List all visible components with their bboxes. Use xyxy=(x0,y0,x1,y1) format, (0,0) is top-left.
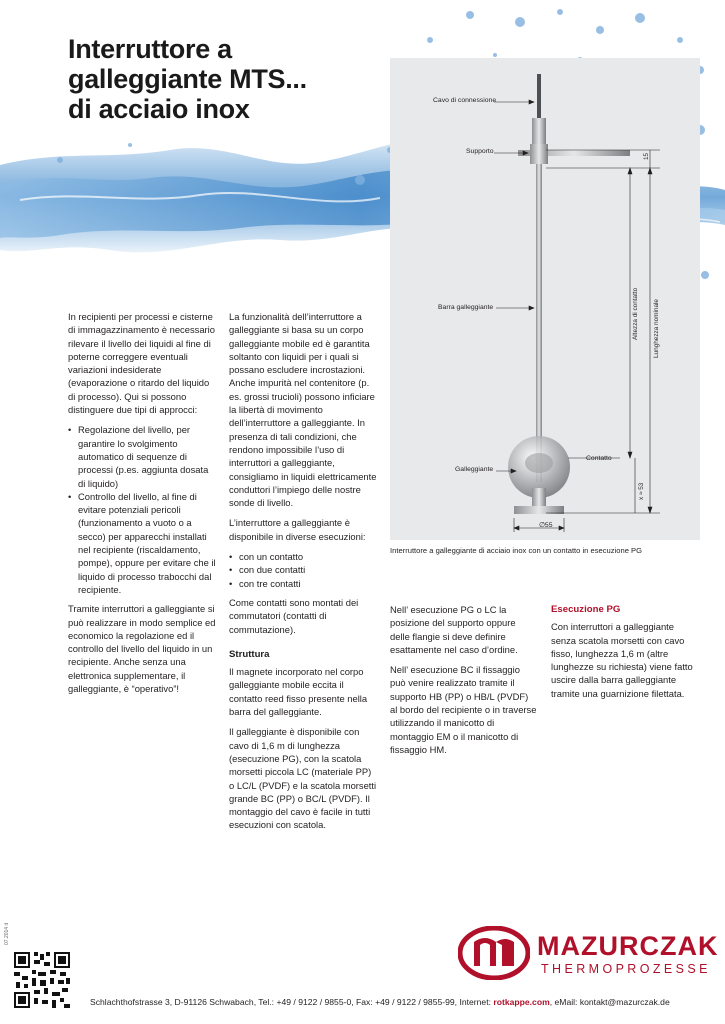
footer-website-link[interactable]: rotkappe.com xyxy=(493,997,550,1007)
label-float: Galleggiante xyxy=(455,466,494,473)
title-line-2: galleggiante MTS... xyxy=(68,64,307,94)
col1-bullet-2: • Controllo del livello, al fine di evitare potenziali pericoli (funzionamento a vuoto o a secco) per apparecchi installati nel recipiente (riscaldamento, pompe), oppure per evitare che il liquido di processo trabocchi dal recipiente. xyxy=(68,490,216,596)
diagram-caption: Interruttore a galleggiante di acciaio inox con un contatto in esecuzione PG xyxy=(390,546,643,555)
date-code: 07.2014 it xyxy=(4,923,10,945)
col2-bullet-2: • con due contatti xyxy=(229,563,377,576)
title-line-3: di acciaio inox xyxy=(68,94,250,124)
footer-contact xyxy=(90,997,670,1007)
col2-bullet-3: • con tre contatti xyxy=(229,577,377,590)
column-2 xyxy=(229,310,377,839)
col2-p1: La funzionalità dell’interruttore a galleggiante si basa su un corpo galleggiante mobile ed è garantita soltanto con liquidi per i quali si possano escludere incrostazioni. Anche impurità nel contenitore (p. es. grossi trucioli) possono inficiare la libertà di movimento dell’interruttore a galleggiante. In presenza di tali condizioni, che rendono impossibile l’uso di interruttori a galleggiante, consigliamo in liquidi elettricamente conduttori l’impiego delle nostre sonde di livello. xyxy=(229,311,377,509)
column-3 xyxy=(390,603,538,763)
col1-bullet-list xyxy=(68,423,216,596)
page-title xyxy=(68,34,388,124)
support-clamp xyxy=(530,144,548,164)
section-heading-esecuzione-pg: Esecuzione PG xyxy=(551,604,621,615)
dim-x: x ≈ 53 xyxy=(638,482,645,500)
stop-collar xyxy=(532,488,546,506)
col2-bullet-1: • con un contatto xyxy=(229,550,377,563)
brand-subtitle: THERMOPROZESSE xyxy=(541,962,711,976)
col1-intro: In recipienti per processi e cisterne di immagazzinamento è necessario rilevare il livello dei liquidi al fine di poterne correggere eventuali variazioni indesiderate (evaporazione o ritardo del liquido di processo). Qui si possono distinguere due tipi di approcci: xyxy=(68,311,215,416)
title-line-1: Interruttore a xyxy=(68,34,232,64)
label-contact: Contatto xyxy=(586,455,612,462)
col1-bullet-1: • Regolazione del livello, per garantire lo svolgimento automatico di sequenze di processi (p.es. aggiunta dosata di liquido) xyxy=(68,423,216,489)
label-rod: Barra galleggiante xyxy=(438,304,494,311)
footer-email[interactable]: , eMail: kontakt@mazurczak.de xyxy=(549,997,670,1007)
column-1 xyxy=(68,310,216,702)
cable-gland xyxy=(532,118,546,144)
float-rod xyxy=(536,164,542,482)
col1-outro: Tramite interruttori a galleggiante si può realizzare in modo semplice ed economico la regolazione ed il controllo del livello del liquido in un recipiente. Anche senza una elettronica supplementare, il galleggiante, è “operativo”! xyxy=(68,603,216,695)
column-4 xyxy=(551,603,701,707)
col2-p3: Come contatti sono montati dei commutatori (contatti di commutazione). xyxy=(229,596,359,635)
col3-p2: Nell’ esecuzione BC il fissaggio può venire realizzato tramite il supporto HB (PP) o HB/L (PVDF) al bordo del recipiente o in traverse utilizzando il manicotto di montaggio EM o il manicotto di fissaggio HM. xyxy=(390,664,537,755)
label-diameter: ∅55 xyxy=(539,522,553,529)
label-cable: Cavo di connessione xyxy=(433,97,497,104)
dim-nominal-length: Lunghezza nominale xyxy=(653,299,660,358)
col2-p2: L’interruttore a galleggiante è disponibile in diverse esecuzioni: xyxy=(229,517,366,542)
col3-p1: Nell’ esecuzione PG o LC la posizione del supporto oppure delle flangie si deve definire esattamente nel caso d’ordine. xyxy=(390,604,518,655)
qr-code-icon[interactable] xyxy=(14,952,70,1008)
brand-name: MAZURCZAK xyxy=(537,931,719,961)
footer-address: Schlachthofstrasse 3, D-91126 Schwabach, Tel.: +49 / 9122 / 9855-0, Fax: +49 / 9122 / 9855-99, Internet: xyxy=(90,997,494,1007)
dim-15: 15 xyxy=(643,152,650,160)
mazurczak-logo-icon xyxy=(458,926,530,980)
col2-bullet-list xyxy=(229,550,377,590)
dim-contact-height: Altezza di contatto xyxy=(632,287,639,340)
col4-p1: Con interruttori a galleggiante senza scatola morsetti con cavo fisso, lunghezza 1,6 m (altre lunghezze su richiesta) viene fatto uscire dalla barra galleggiante tramite una guarnizione filettata. xyxy=(551,621,693,699)
cable xyxy=(537,74,541,118)
col2-p4: Il magnete incorporato nel corpo galleggiante mobile eccita il contatto reed fisso presente nella barra del galleggiante. xyxy=(229,666,368,718)
col2-p5: Il galleggiante è disponibile con cavo di 1,6 m di lunghezza (esecuzione PG), con la scatola morsetti piccola LC (materiale PP) o LC/L (PVDF) e la scatola morsetti grande BC (PP) o BC/L (PVDF). Il montaggio del cavo è facile in tutti esecuzioni con scatola. xyxy=(229,726,377,831)
label-support: Supporto xyxy=(466,148,494,155)
section-heading-struttura: Struttura xyxy=(229,648,270,660)
